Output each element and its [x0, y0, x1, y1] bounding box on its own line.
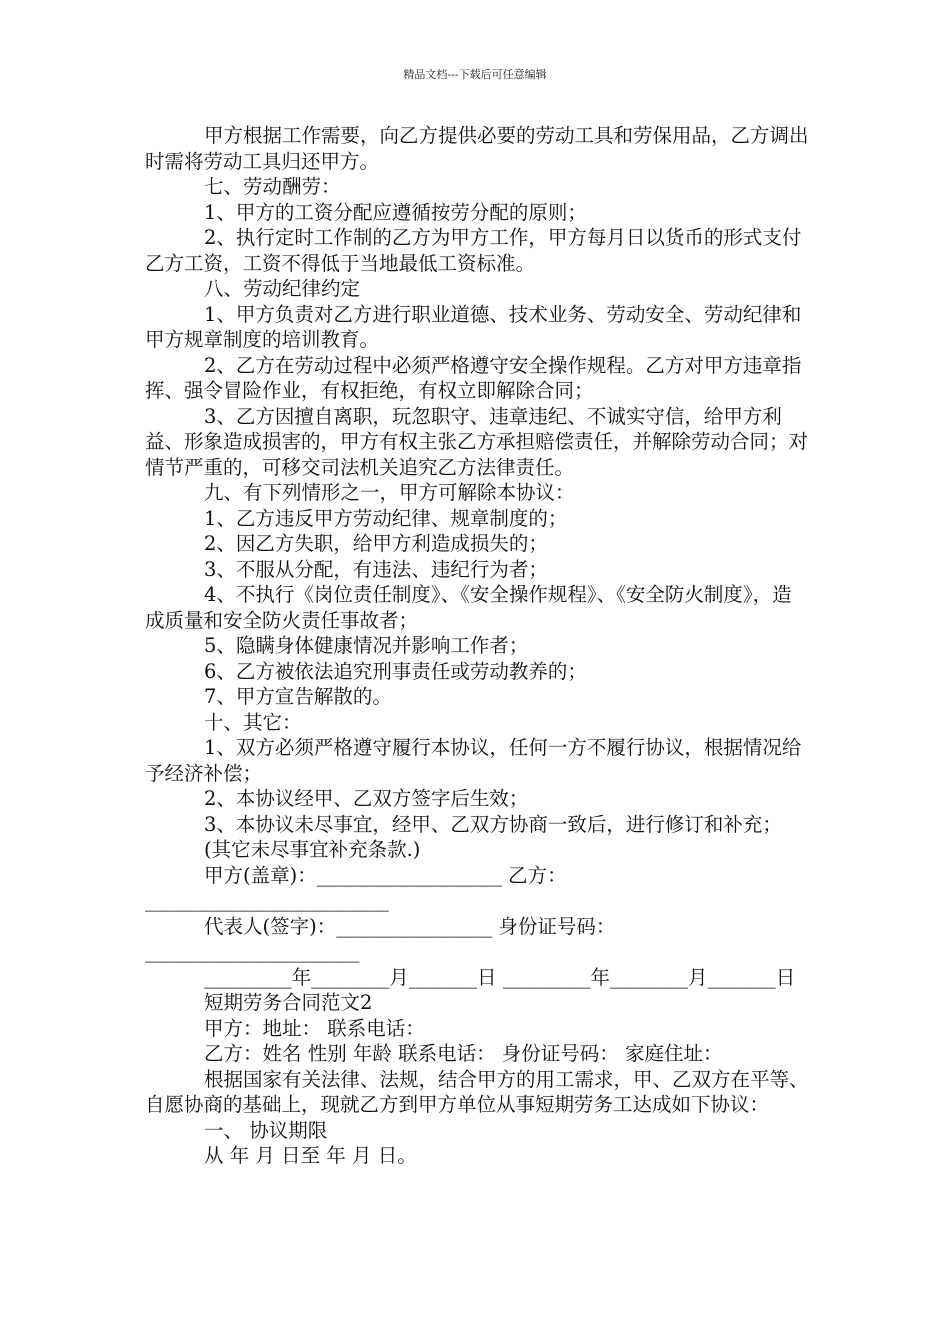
paragraph: 5、隐瞒身体健康情况并影响工作者；: [204, 634, 529, 657]
paragraph: 6、乙方被依法追究刑事责任或劳动教养的；: [204, 659, 587, 683]
paragraph: 根据国家有关法律、法规，结合甲方的用工需求，甲、乙双方在平等、自愿协商的基础上，现就乙方到甲方单位从事短期劳务工达成如下协议：: [145, 1067, 809, 1116]
paragraph: 7、甲方宣告解散的。: [204, 685, 392, 708]
paragraph: 3、不服从分配，有违法、违纪行为者；: [204, 557, 548, 581]
paragraph: 八、劳动纪律约定: [204, 277, 361, 300]
paragraph: 1、乙方违反甲方劳动纪律、规章制度的；: [204, 506, 568, 530]
paragraph: (其它未尽事宜补充条款.): [204, 838, 421, 861]
paragraph: 十、其它：: [204, 710, 302, 734]
paragraph: 3、乙方因擅自离职，玩忽职守、违章违纪、不诚实守信，给甲方利益、形象造成损害的，甲方有权主张乙方承担赔偿责任，并解除劳动合同；对情节严重的，可移交司法机关追究乙方法律责任。: [145, 404, 809, 479]
paragraph: 4、不执行《岗位责任制度》、《安全操作规程》、《安全防火制度》，造成质量和安全防火责任事故者；: [145, 583, 792, 632]
paragraph: 甲方：地址： 联系电话：: [204, 1016, 425, 1040]
paragraph: 2、本协议经甲、乙双方签字后生效；: [204, 787, 529, 810]
paragraph: 3、本协议未尽事宜，经甲、乙双方协商一致后，进行修订和补充；: [204, 812, 782, 836]
paragraph: 七、劳动酬劳：: [204, 175, 341, 198]
paragraph: 代表人(签字)：________________ 身份证号码：______________________: [145, 914, 616, 963]
paragraph: 1、甲方的工资分配应遵循按劳分配的原则；: [204, 200, 587, 224]
paragraph: 2、因乙方失职，给甲方利造成损失的；: [204, 532, 548, 555]
paragraph: 甲方(盖章)：___________________ 乙方：_________________________: [145, 863, 567, 912]
paragraph: 1、双方必须严格遵守履行本协议，任何一方不履行协议，根据情况给予经济补偿；: [145, 736, 802, 785]
paragraph: 九、有下列情形之一，甲方可解除本协议：: [204, 481, 575, 504]
document-body: [145, 123, 810, 1169]
paragraph: 从 年 月 日至 年 月 日。: [204, 1144, 417, 1167]
paragraph: 甲方根据工作需要，向乙方提供必要的劳动工具和劳保用品，乙方调出时需将劳动工具归还甲方。: [145, 124, 809, 173]
paragraph: 乙方：姓名 性别 年龄 联系电话： 身份证号码： 家庭住址：: [204, 1042, 723, 1065]
page-header: 精品文档---下载后可任意编辑: [403, 68, 547, 81]
paragraph: 一、 协议期限: [204, 1118, 328, 1142]
paragraph: 2、执行定时工作制的乙方为甲方工作，甲方每月日以货币的形式支付乙方工资，工资不得低于当地最低工资标准。: [145, 226, 802, 275]
paragraph: _________年________月_______日 _________年________月_______日: [204, 965, 796, 989]
paragraph: 短期劳务合同范文2: [204, 991, 373, 1014]
paragraph: 1、甲方负责对乙方进行职业道德、技术业务、劳动安全、劳动纪律和甲方规章制度的培训教育。: [145, 302, 802, 351]
paragraph: 2、乙方在劳动过程中必须严格遵守安全操作规程。乙方对甲方违章指挥、强令冒险作业，有权拒绝，有权立即解除合同；: [145, 353, 802, 402]
